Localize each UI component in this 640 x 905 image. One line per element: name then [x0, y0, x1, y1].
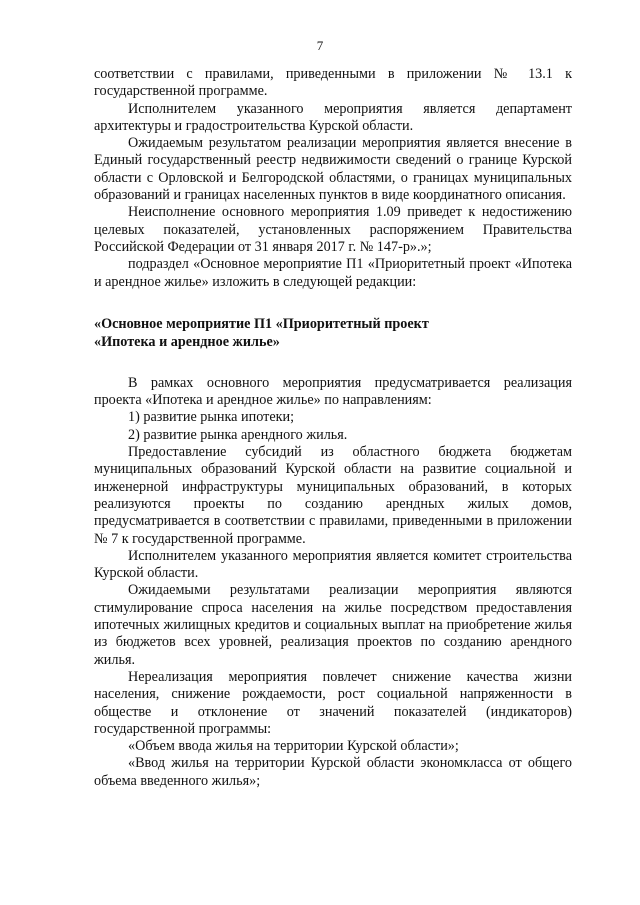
paragraph: В рамках основного мероприятия предусматривается реализация проекта «Ипотека и арендное жилье» по направлениям: — [94, 374, 572, 409]
list-item: 1) развитие рынка ипотеки; — [128, 409, 295, 426]
paragraph: Предоставление субсидий из областного бюджета бюджетам муниципальных образований Курской области на развитие социальной и инженерной инфраструктуры муниципальных образований, в которых реализуются проекты по созданию арендных жилых домов, предусматривается в соответствии с правилами, приведенными в приложении № 7 к государственной программе. — [94, 444, 572, 547]
list-item: «Объем ввода жилья на территории Курской области»; — [128, 738, 459, 755]
paragraph: подраздел «Основное мероприятие П1 «Приоритетный проект «Ипотека и арендное жилье» изложить в следующей редакции: — [94, 256, 572, 290]
section-heading-line: «Основное мероприятие П1 «Приоритетный проект — [94, 315, 429, 332]
paragraph: Исполнителем указанного мероприятия является департамент архитектуры и градостроительства Курской области. — [94, 100, 572, 134]
paragraph: Ожидаемым результатом реализации мероприятия является внесение в Единый государственный реестр недвижимости сведений о границе Курской области с Орловской и Белгородской областями, о границах муниципальных образований и границах населенных пунктов в виде координатного описания. — [94, 135, 572, 204]
paragraph: Неисполнение основного мероприятия 1.09 приведет к недостижению целевых показателей, установленных распоряжением Правительства Российской Федерации от 31 января 2017 г. № 147-р».»; — [94, 204, 572, 255]
list-item: 2) развитие рынка арендного жилья. — [128, 426, 348, 443]
paragraph: Ожидаемыми результатами реализации мероприятия являются стимулирование спроса населения на жилье посредством предоставления ипотечных жилищных кредитов и социальных выплат на приобретение жилья из бюджетов всех уровней, реализация проектов по созданию арендного жилья. — [94, 582, 572, 668]
document-text — [94, 66, 572, 790]
list-item: «Ввод жилья на территории Курской области экономкласса от общего объема введенного жилья»; — [94, 755, 572, 789]
paragraph: Нереализация мероприятия повлечет снижение качества жизни населения, снижение рождаемости, рост социальной напряженности в обществе и отклонение от значений показателей (индикаторов) государственной программы: — [94, 668, 572, 737]
paragraph: Исполнителем указанного мероприятия является комитет строительства Курской области. — [94, 547, 572, 582]
section-heading-line: «Ипотека и арендное жилье» — [94, 333, 280, 350]
page-number: 7 — [316, 38, 324, 53]
paragraph: соответствии с правилами, приведенными в приложении № 13.1 к государственной программе. — [94, 66, 572, 100]
section-heading — [94, 315, 572, 351]
